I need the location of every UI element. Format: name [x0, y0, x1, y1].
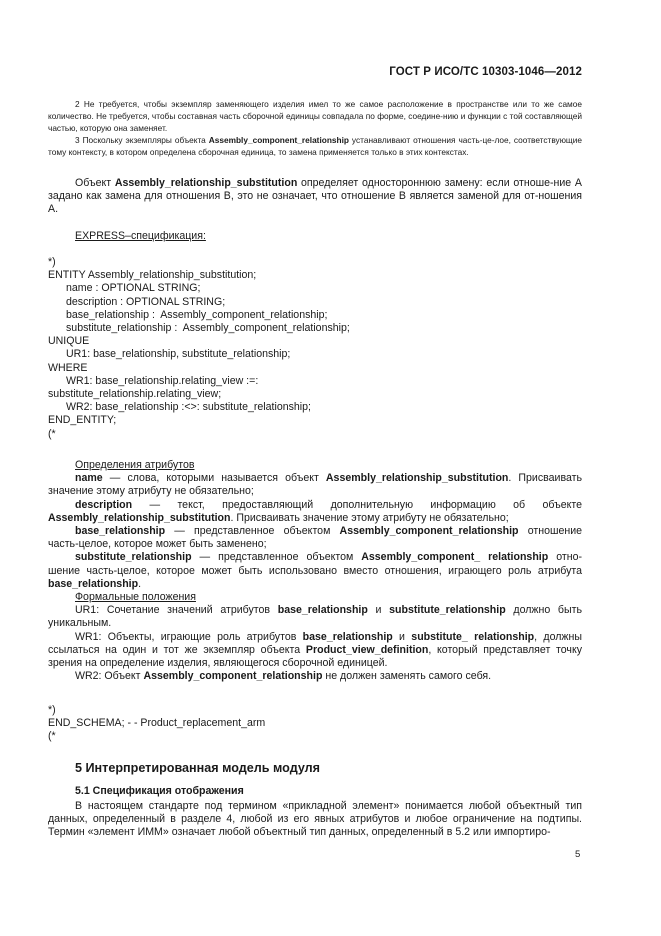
code-line: UR1: base_relationship, substitute_relationship; — [66, 348, 291, 361]
code-line: *) — [48, 704, 56, 716]
code-line: WR2: base_relationship :<>: substitute_relationship; — [66, 401, 311, 414]
code-line: description : OPTIONAL STRING; — [66, 295, 226, 308]
note-2: 2 Не требуется, чтобы экземпляр заменяющего изделия имел то же самое расположение в пространстве или то же самое количество. Не требуется, чтобы составная часть сборочной единицы совпадала по форме, соедине-нию и функции с той составляющей частью, которую она заменяет. — [48, 99, 582, 133]
schema-end — [48, 704, 588, 744]
code-line: END_ENTITY; — [48, 414, 117, 427]
code-line: WR1: base_relationship.relating_view :=: — [66, 374, 259, 387]
code-line: UNIQUE — [48, 335, 90, 348]
attribute-definitions — [48, 459, 582, 683]
rule-wr1: WR1: Объекты, играющие роль атрибутов base_relationship и substitute_ relationship, должны ссылаться на один и тот же экземпляр объекта Product_view_definition, который представляет точку зрения на определение изделия, являющегося сборочной единицей. — [48, 630, 583, 670]
code-line: base_relationship : Assembly_component_relationship; — [66, 308, 328, 321]
section-5-title: 5 Интерпретированная модель модуля — [75, 761, 321, 775]
express-code — [48, 256, 588, 441]
attr-name: name — слова, которыми называется объект Assembly_relationship_substitution. Присваивать значение этому атрибуту не обязательно; — [48, 472, 582, 498]
code-line: ENTITY Assembly_relationship_substitution; — [48, 269, 257, 282]
attr-heading: Определения атрибутов — [75, 459, 195, 471]
document-header: ГОСТ Р ИСО/ТС 10303-1046—2012 — [389, 66, 582, 78]
code-line: substitute_relationship : Assembly_component_relationship; — [66, 322, 350, 335]
formal-heading: Формальные положения — [75, 591, 196, 604]
code-line: name : OPTIONAL STRING; — [66, 282, 201, 295]
page-number: 5 — [575, 849, 581, 860]
section-5-1-title: 5.1 Спецификация отображения — [75, 785, 244, 797]
code-line: (* — [48, 730, 56, 743]
code-line: WHERE — [48, 361, 88, 374]
notes-block — [48, 98, 582, 158]
intro-paragraph: Объект Assembly_relationship_substitution определяет одностороннюю замену: если отноше-ние A задано как замена для отношения B, это не означает, что отношение B является заменой для от-ношения A. — [48, 177, 582, 216]
code-line: *) — [48, 256, 56, 268]
rule-wr2: WR2: Объект Assembly_component_relationship не должен заменять самого себя. — [75, 670, 492, 683]
rule-ur1: UR1: Сочетание значений атрибутов base_relationship и substitute_relationship должно быть уникальным. — [48, 604, 582, 630]
attr-description: description — текст, предоставляющий дополнительную информацию об объекте Assembly_relationship_substitution. Присваивать значение этому атрибуту не обязательно; — [48, 498, 582, 524]
code-line: END_SCHEMA; - - Product_replacement_arm — [48, 717, 266, 730]
code-line: (* — [48, 427, 56, 440]
attr-substitute: substitute_relationship — представленное объектом Assembly_component_ relationship отно-шение часть-целое, которое может быть использовано вместо отношения, играющего роль атрибута base_relationship. — [48, 551, 582, 590]
note-3: 3 Поскольку экземпляры объекта Assembly_component_relationship устанавливают отношения часть-це-лое, соответствующие тому контексту, в котором определена сборочная единица, то замена применяется только в этих контекстах. — [48, 135, 583, 157]
attr-base: base_relationship — представленное объектом Assembly_component_relationship отношение часть-целое, которое может быть заменено; — [48, 525, 583, 551]
express-heading: EXPRESS–спецификация: — [75, 230, 206, 242]
code-line: substitute_relationship.relating_view; — [48, 388, 222, 401]
section-5-1-text: В настоящем стандарте под термином «прикладной элемент» понимается любой объектный тип данных, определенный в разделе 4, любой из его явных атрибутов и любое ограничение на подтипы. Термин «элемент ИММ» означает любой объектный тип данных, определенный в 5.2 или импортиро- — [48, 800, 582, 839]
